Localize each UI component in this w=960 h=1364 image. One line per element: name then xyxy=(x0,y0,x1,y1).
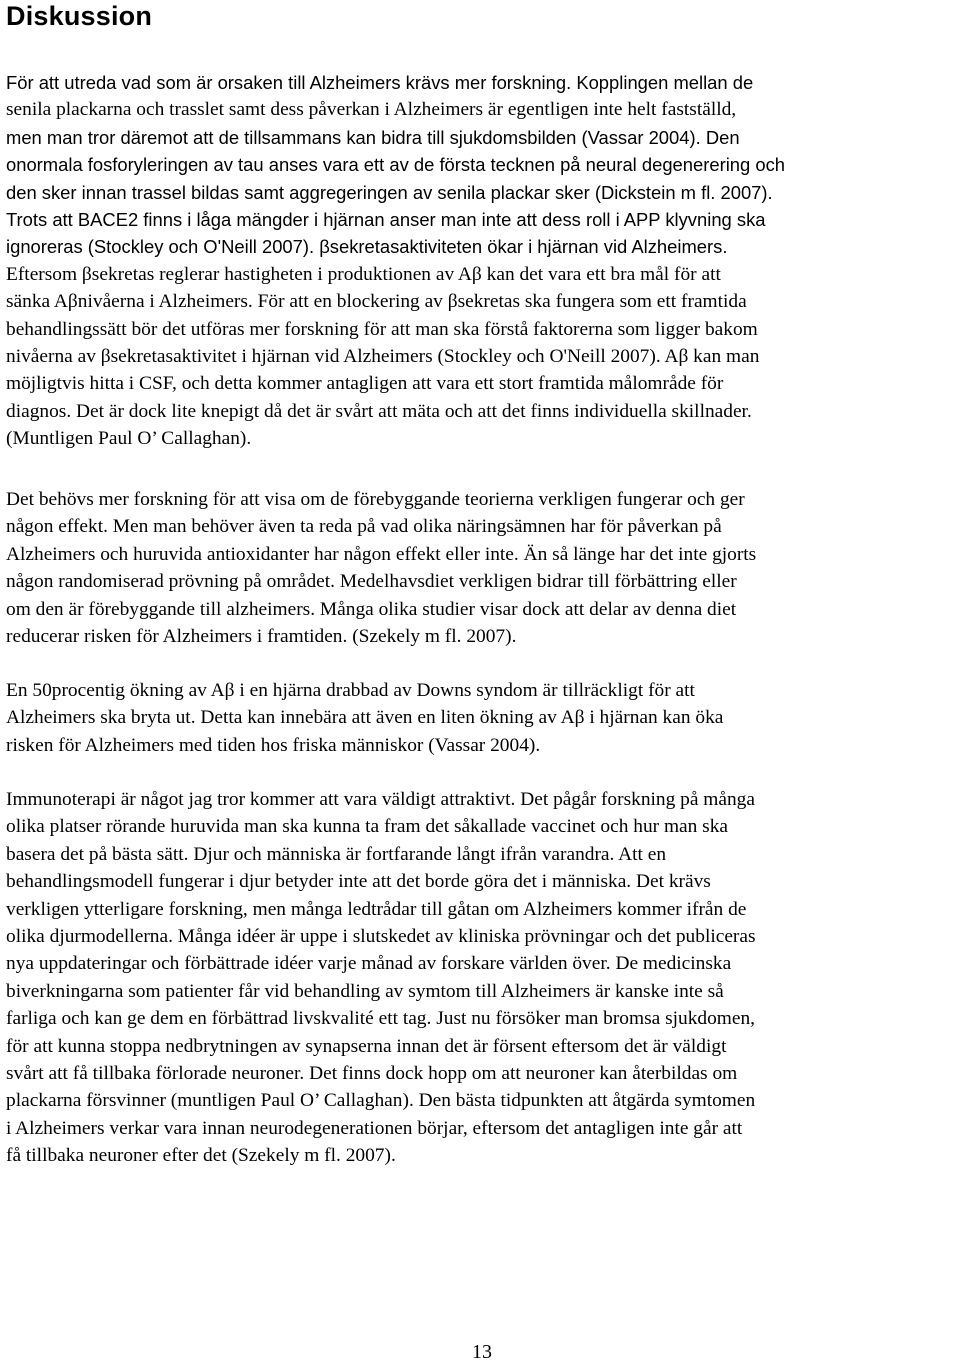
text-line: i Alzheimers verkar vara innan neurodegenerationen börjar, eftersom det antagligen inte går att xyxy=(6,1117,743,1139)
document-page xyxy=(6,0,956,1364)
text-line: någon randomiserad prövning på området. Medelhavsdiet verkligen bidrar till förbättring eller xyxy=(6,571,737,593)
text-line: behandlingsmodell fungerar i djur betyder inte att det borde göra det i människa. Det krävs xyxy=(6,871,711,893)
text-line: Immunoterapi är något jag tror kommer att vara väldigt attraktivt. Det pågår forskning på många xyxy=(6,789,755,810)
text-line: En 50procentig ökning av Aβ i en hjärna drabbad av Downs syndom är tillräckligt för att xyxy=(6,680,695,701)
text-line: farliga och kan ge dem en förbättrad livskvalité ett tag. Just nu försöker man bromsa sjukdomen, xyxy=(6,1008,756,1030)
text-line: senila plackarna och trasslet samt dess påverkan i Alzheimers är egentligen inte helt fastställd, xyxy=(6,99,737,121)
text-line: Det behövs mer forskning för att visa om de förebyggande teorierna verkligen fungerar och ger xyxy=(6,489,745,510)
text-line: diagnos. Det är dock lite knepigt då det är svårt att mäta och att det finns individuella skillnader. xyxy=(6,400,752,422)
text-line: nivåerna av βsekretasaktivitet i hjärnan vid Alzheimers (Stockley och O'Neill 2007). Aβ kan man xyxy=(6,346,760,368)
paragraph-4 xyxy=(6,786,956,1170)
text-line: olika platser rörande huruvida man ska kunna ta fram det såkallade vaccinet och hur man ska xyxy=(6,816,729,838)
text-line: risken för Alzheimers med tiden hos friska människor (Vassar 2004). xyxy=(6,734,541,756)
text-line: biverkningarna som patienter får vid behandling av symtom till Alzheimers är kanske inte så xyxy=(6,980,724,1002)
text-line: behandlingssätt bör det utföras mer forskning för att man ska förstå faktorerna som ligger bakom xyxy=(6,318,758,340)
text-line: verkligen ytterligare forskning, men många ledtrådar till gåtan om Alzheimers kommer ifrån de xyxy=(6,898,747,920)
text-line: (Muntligen Paul O’ Callaghan). xyxy=(6,428,252,450)
page-number: 13 xyxy=(472,1341,492,1363)
text-line: ignoreras (Stockley och O'Neill 2007). βsekretasaktiviteten ökar i hjärnan vid Alzheimers. xyxy=(6,236,728,258)
paragraph-2 xyxy=(6,486,956,650)
text-line: Alzheimers och huruvida antioxidanter har någon effekt eller inte. Än så länge har det inte gjorts xyxy=(6,543,757,565)
text-line: sänka Aβnivåerna i Alzheimers. För att en blockering av βsekretas ska fungera som ett framtida xyxy=(6,291,747,313)
text-line: för att kunna stoppa nedbrytningen av synapserna innan det är försent eftersom det är väldigt xyxy=(6,1035,727,1057)
text-line: olika djurmodellerna. Många idéer är uppe i slutskedet av kliniska prövningar och det publiceras xyxy=(6,926,756,948)
text-line: basera det på bästa sätt. Djur och människa är fortfarande långt ifrån varandra. Att en xyxy=(6,843,667,865)
text-line: nya uppdateringar och förbättrade idéer varje månad av forskare världen över. De medicinska xyxy=(6,953,732,975)
text-line: få tillbaka neuroner efter det (Szekely m fl. 2007). xyxy=(6,1145,396,1167)
text-line: svårt att få tillbaka förlorade neuroner. Det finns dock hopp om att neuroner kan återbildas om xyxy=(6,1063,738,1085)
text-line: Trots att BACE2 finns i låga mängder i hjärnan anser man inte att dess roll i APP klyvning ska xyxy=(6,209,766,231)
text-line: Eftersom βsekretas reglerar hastigheten i produktionen av Aβ kan det vara ett bra mål för att xyxy=(6,263,721,285)
section-heading: Diskussion xyxy=(6,1,153,31)
text-line: plackarna försvinner (muntligen Paul O’ Callaghan). Den bästa tidpunkten att åtgärda symtomen xyxy=(6,1090,756,1112)
text-line: onormala fosforyleringen av tau anses vara ett av de första tecknen på neural degenerering och xyxy=(6,154,786,176)
text-line: någon effekt. Men man behöver även ta reda på vad olika näringsämnen har för påverkan på xyxy=(6,516,722,538)
text-line: reducerar risken för Alzheimers i framtiden. (Szekely m fl. 2007). xyxy=(6,626,517,648)
text-line: om den är förebyggande till alzheimers. Många olika studier visar dock att delar av denna diet xyxy=(6,598,737,620)
text-line: Alzheimers ska bryta ut. Detta kan innebära att även en liten ökning av Aβ i hjärnan kan öka xyxy=(6,707,724,729)
text-line: För att utreda vad som är orsaken till Alzheimers krävs mer forskning. Kopplingen mellan de xyxy=(6,72,754,93)
paragraph-1 xyxy=(6,69,956,453)
text-line: möjligtvis hitta i CSF, och detta kommer antagligen att vara ett stort framtida målområde för xyxy=(6,373,724,395)
paragraph-3 xyxy=(6,677,956,759)
text-line: den sker innan trassel bildas samt aggregeringen av senila plackar sker (Dickstein m fl. 2007). xyxy=(6,181,773,203)
text-line: men man tror däremot att de tillsammans kan bidra till sjukdomsbilden (Vassar 2004). Den xyxy=(6,126,740,148)
